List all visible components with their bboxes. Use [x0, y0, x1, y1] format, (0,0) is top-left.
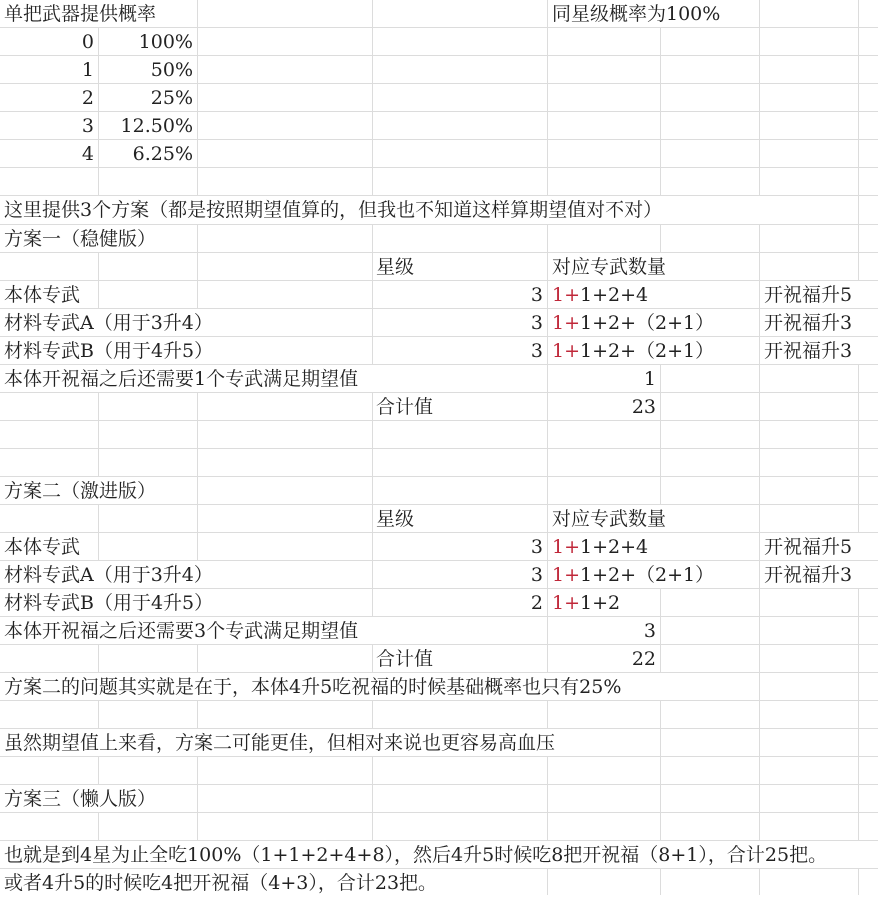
formula-rest: 1+2+（2+1）	[580, 312, 715, 334]
prob-cell[interactable]: 25%	[150, 87, 193, 109]
plan1-row-star[interactable]: 3	[530, 284, 543, 306]
plan1-header-star[interactable]: 星级	[376, 256, 415, 278]
plan1-row-formula[interactable]	[548, 281, 708, 308]
plan1-row-star[interactable]: 3	[530, 312, 543, 334]
formula-red-part: 1+	[552, 312, 581, 334]
plan1-row-name[interactable]: 本体专武	[0, 281, 98, 308]
plan1-total-value[interactable]: 23	[631, 396, 656, 418]
formula-red-part: 1+	[552, 592, 581, 614]
star-cell[interactable]: 0	[81, 31, 94, 53]
plan2-row-star[interactable]: 3	[530, 564, 543, 586]
plan2-header-star[interactable]: 星级	[376, 508, 415, 530]
plan1-row-formula[interactable]	[548, 309, 759, 336]
plan2-title[interactable]: 方案二（激进版）	[0, 477, 197, 504]
row-line	[0, 700, 878, 701]
plan1-row-note[interactable]: 开祝福升5	[760, 281, 878, 308]
plan1-row-name[interactable]: 材料专武B（用于4升5）	[0, 337, 260, 364]
plan2-row-star[interactable]: 3	[530, 536, 543, 558]
plan1-total-label[interactable]: 合计值	[376, 396, 434, 418]
plan2-total-label[interactable]: 合计值	[376, 648, 434, 670]
row-line	[0, 448, 878, 449]
formula-rest: 1+2+4	[580, 284, 649, 306]
plan2-total-value[interactable]: 22	[631, 648, 656, 670]
row-line	[0, 812, 878, 813]
plan2-extra-label[interactable]: 本体开祝福之后还需要3个专武满足期望值	[0, 617, 420, 644]
plan2-problem-comment[interactable]: 方案二的问题其实就是在于，本体4升5吃祝福的时候基础概率也只有25%	[0, 673, 759, 700]
star-cell[interactable]: 2	[81, 87, 94, 109]
prob-cell[interactable]: 6.25%	[132, 143, 193, 165]
plan2-header-count[interactable]: 对应专武数量	[548, 505, 698, 532]
plan1-row-name[interactable]: 材料专武A（用于3升4）	[0, 309, 260, 336]
plan1-extra-label[interactable]: 本体开祝福之后还需要1个专武满足期望值	[0, 365, 420, 392]
same-star-note[interactable]: 同星级概率为100%	[548, 0, 758, 27]
plan3-title[interactable]: 方案三（懒人版）	[0, 785, 197, 812]
plan2-row-note[interactable]: 开祝福升5	[760, 533, 878, 560]
plan1-row-star[interactable]: 3	[530, 340, 543, 362]
plan2-row-formula[interactable]	[548, 561, 759, 588]
prob-cell[interactable]: 50%	[150, 59, 193, 81]
plan1-extra-value[interactable]: 1	[643, 368, 656, 390]
plan2-row-formula[interactable]	[548, 533, 708, 560]
formula-rest: 1+2+（2+1）	[580, 564, 715, 586]
plan3-line1[interactable]: 也就是到4星为止全吃100%（1+1+2+4+8），然后4升5时候吃8把开祝福（8+1），合计25把。	[0, 841, 878, 868]
plan2-row-note[interactable]: 开祝福升3	[760, 561, 878, 588]
prob-cell[interactable]: 12.50%	[120, 115, 193, 137]
plan3-line2[interactable]: 或者4升5的时候吃4把开祝福（4+3），合计23把。	[0, 869, 547, 895]
plan1-header-count[interactable]: 对应专武数量	[548, 253, 698, 280]
formula-red-part: 1+	[552, 564, 581, 586]
intro-text[interactable]: 这里提供3个方案（都是按照期望值算的，但我也不知道这样算期望值对不对）	[0, 196, 858, 224]
formula-rest: 1+2+4	[580, 536, 649, 558]
plan2-row-name[interactable]: 材料专武B（用于4升5）	[0, 589, 260, 616]
formula-rest: 1+2+（2+1）	[580, 340, 715, 362]
star-cell[interactable]: 3	[81, 115, 94, 137]
prob-cell[interactable]: 100%	[138, 31, 193, 53]
formula-red-part: 1+	[552, 340, 581, 362]
plan2-row-name[interactable]: 材料专武A（用于3升4）	[0, 561, 260, 588]
star-cell[interactable]: 1	[81, 59, 94, 81]
plan1-row-formula[interactable]	[548, 337, 759, 364]
plan2-risk-comment[interactable]: 虽然期望值上来看，方案二可能更佳，但相对来说也更容易高血压	[0, 729, 660, 756]
plan1-title[interactable]: 方案一（稳健版）	[0, 225, 197, 252]
star-cell[interactable]: 4	[81, 143, 94, 165]
plan1-row-note[interactable]: 开祝福升3	[760, 337, 878, 364]
formula-rest: 1+2	[580, 592, 621, 614]
formula-red-part: 1+	[552, 536, 581, 558]
plan2-row-star[interactable]: 2	[530, 592, 543, 614]
plan1-row-note[interactable]: 开祝福升3	[760, 309, 878, 336]
plan2-extra-value[interactable]: 3	[643, 620, 656, 642]
row-line	[0, 756, 878, 757]
plan2-row-formula[interactable]	[548, 589, 660, 617]
formula-red-part: 1+	[552, 284, 581, 306]
prob-table-title[interactable]: 单把武器提供概率	[0, 0, 197, 27]
plan2-row-name[interactable]: 本体专武	[0, 533, 98, 560]
